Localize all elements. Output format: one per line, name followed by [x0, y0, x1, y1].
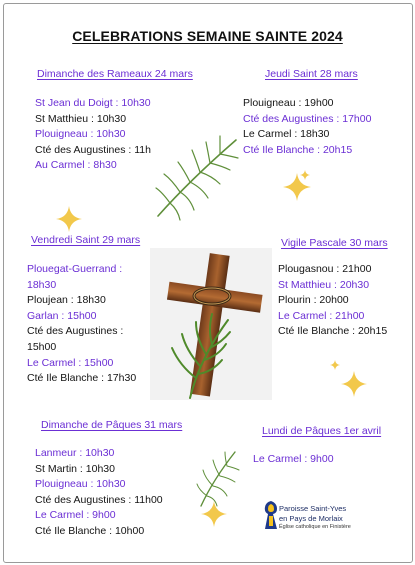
schedule-line: Cté des Augustines : 11h00 [35, 493, 163, 506]
schedule-line: 18h30 [27, 278, 57, 291]
parish-logo-text [279, 504, 351, 533]
sparkle-icon [300, 170, 310, 180]
schedule-line: Le Carmel : 9h00 [253, 453, 334, 465]
schedule-line: Cté des Augustines : [27, 325, 124, 338]
schedule-line: Ploujean : 18h30 [27, 294, 106, 307]
saint-yves-logo-icon [262, 500, 280, 530]
schedule-line: Le Carmel : 21h00 [278, 309, 365, 322]
schedule-vigile-pascale [278, 262, 387, 340]
heading-vigile-pascale: Vigile Pascale 30 mars [281, 237, 388, 249]
schedule-line: Plouigneau : 10h30 [35, 478, 126, 491]
schedule-vendredi-saint [27, 262, 136, 387]
schedule-jeudi-saint [243, 96, 371, 158]
schedule-lundi-paques [253, 452, 334, 468]
schedule-line: Plougasnou : 21h00 [278, 263, 372, 275]
schedule-line: Cté des Augustines : 17h00 [243, 112, 372, 125]
parish-region: en Pays de Morlaix [279, 513, 343, 523]
schedule-line: Lanmeur : 10h30 [35, 447, 115, 459]
schedule-line: Plouegat-Guerrand : [27, 263, 123, 275]
parish-subtitle: Église catholique en Finistère [279, 524, 351, 530]
schedule-line: Plouigneau : 19h00 [243, 97, 334, 109]
heading-lundi-paques: Lundi de Pâques 1er avril [262, 425, 382, 437]
schedule-line: Le Carmel : 15h00 [27, 356, 114, 369]
page-title: CELEBRATIONS SEMAINE SAINTE 2024 [72, 28, 343, 44]
palm-leaf-icon [195, 448, 240, 508]
schedule-line: Garlan : 15h00 [27, 309, 97, 322]
schedule-line: Plouigneau : 10h30 [35, 128, 126, 141]
cross-image [150, 248, 272, 400]
schedule-line: St Martin : 10h30 [35, 462, 115, 475]
schedule-line: Cté Ile Blanche : 20h15 [243, 143, 353, 156]
schedule-line: Plourin : 20h00 [278, 294, 349, 307]
sparkle-icon [55, 205, 83, 233]
schedule-line: Cté des Augustines : 11h [35, 143, 151, 156]
schedule-line: Cté Ile Blanche : 17h30 [27, 372, 137, 385]
sparkle-icon [330, 360, 340, 370]
schedule-dimanche-paques [35, 446, 163, 540]
schedule-line: Cté Ile Blanche : 10h00 [35, 524, 145, 537]
schedule-line: Cté Ile Blanche : 20h15 [278, 325, 388, 338]
sparkle-icon [340, 370, 368, 398]
heading-jeudi-saint: Jeudi Saint 28 mars [265, 68, 358, 80]
schedule-line: St Matthieu : 20h30 [278, 278, 370, 291]
heading-vendredi-saint: Vendredi Saint 29 mars [31, 234, 141, 246]
schedule-line: 15h00 [27, 340, 57, 353]
schedule-line: St Matthieu : 10h30 [35, 112, 127, 125]
schedule-line: St Jean du Doigt : 10h30 [35, 97, 151, 109]
schedule-line: Au Carmel : 8h30 [35, 159, 117, 172]
schedule-rameaux [35, 96, 151, 174]
schedule-line: Le Carmel : 18h30 [243, 128, 330, 141]
palm-leaf-icon [150, 130, 245, 225]
parish-name: Paroisse Saint-Yves [279, 504, 347, 513]
schedule-line: Le Carmel : 9h00 [35, 509, 116, 522]
heading-dimanche-paques: Dimanche de Pâques 31 mars [41, 419, 183, 431]
heading-rameaux: Dimanche des Rameaux 24 mars [37, 68, 193, 80]
